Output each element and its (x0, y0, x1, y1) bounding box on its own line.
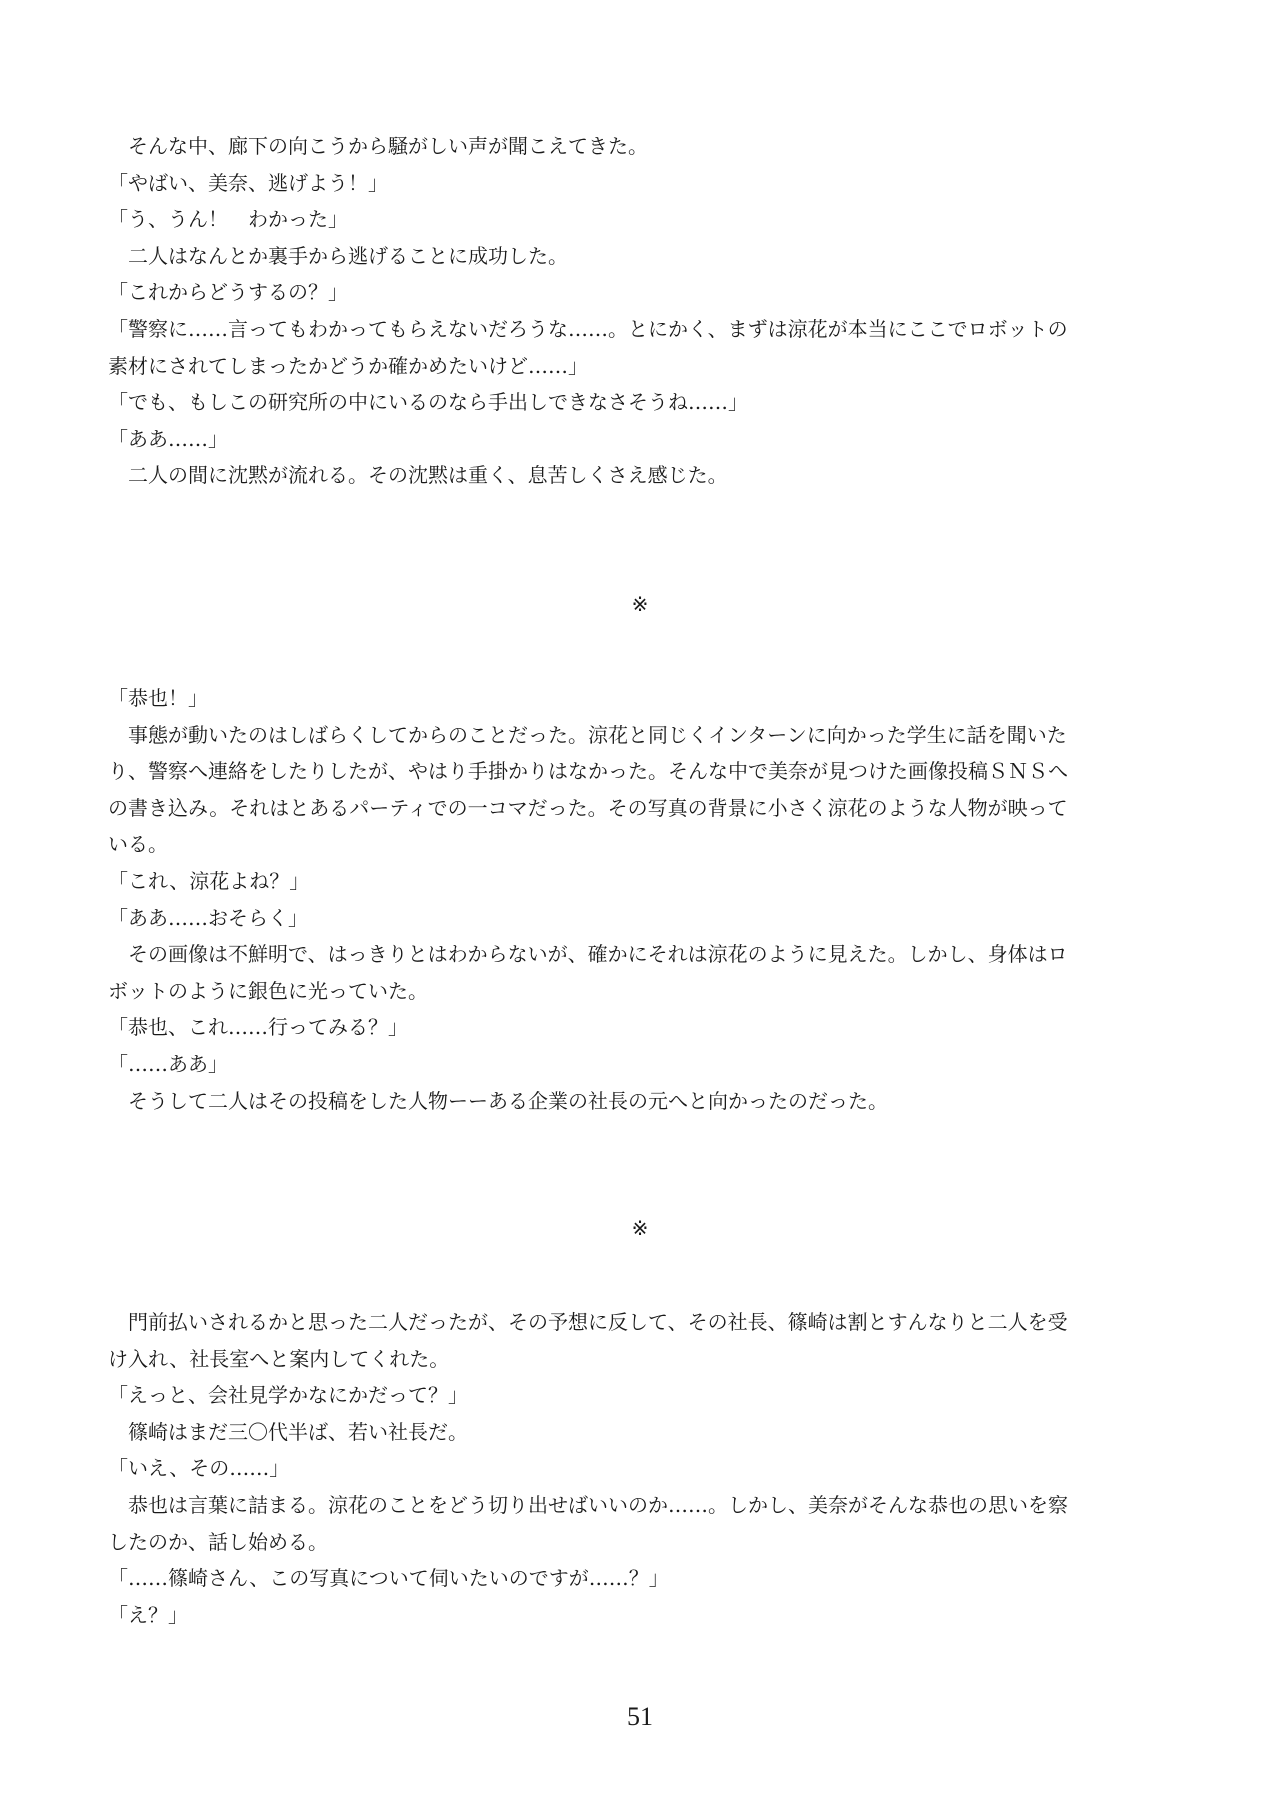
text-line: 篠崎はまだ三〇代半ば、若い社長だ。 (108, 1419, 468, 1444)
text-line: いる。 (108, 832, 168, 857)
text-line: 「恭也、これ……行ってみる？」 (108, 1015, 408, 1040)
text-line: 「……篠崎さん、この写真について伺いたいのですが……？」 (108, 1566, 669, 1591)
text-section-2 (108, 680, 1188, 1119)
text-line: その画像は不鮮明で、はっきりとはわからないが、確かにそれは涼花のように見えた。しかし、身体はロ (108, 942, 1068, 967)
text-section-1 (108, 128, 1188, 494)
text-line: け入れ、社長室へと案内してくれた。 (108, 1346, 450, 1371)
text-line: ボットのように銀色に光っていた。 (108, 978, 428, 1003)
text-line: 二人の間に沈黙が流れる。その沈黙は重く、息苦しくさえ感じた。 (108, 463, 728, 488)
text-line: 恭也は言葉に詰まる。涼花のことをどう切り出せばいいのか……。しかし、美奈がそんな恭也の思いを察 (108, 1492, 1068, 1517)
text-line: 門前払いされるかと思った二人だったが、その予想に反して、その社長、篠崎は割とすんなりと二人を受 (108, 1310, 1068, 1334)
page-number: 51 (627, 1702, 653, 1731)
text-line: り、警察へ連絡をしたりしたが、やはり手掛かりはなかった。そんな中で美奈が見つけた画像投稿ＳＮＳへ (108, 759, 1068, 784)
text-line: 「う、うん！ わかった」 (108, 207, 348, 232)
text-line: 「え？」 (108, 1602, 188, 1627)
text-line: 「やばい、美奈、逃げよう！」 (108, 170, 388, 195)
text-line: 「えっと、会社見学かなにかだって？」 (108, 1383, 468, 1408)
text-line: 事態が動いたのはしばらくしてからのことだった。涼花と同じくインターンに向かった学生に話を聞いた (108, 722, 1067, 747)
text-line: そんな中、廊下の向こうから騒がしい声が聞こえてきた。 (108, 134, 648, 158)
section-separator: ※ (631, 1216, 649, 1240)
text-line: 素材にされてしまったかどうか確かめたいけど……」 (108, 353, 588, 378)
text-line: 「でも、もしこの研究所の中にいるのなら手出しできなさそうね……」 (108, 390, 748, 415)
text-line: したのか、話し始める。 (108, 1529, 328, 1554)
text-section-3 (108, 1304, 1188, 1633)
text-line: 「これ、涼花よね？」 (108, 868, 310, 893)
text-line: 二人はなんとか裏手から逃げることに成功した。 (108, 243, 568, 268)
text-line: 「ああ……おそらく」 (108, 905, 308, 930)
section-separator: ※ (631, 592, 649, 616)
text-line: 「警察に……言ってもわかってもらえないだろうな……。とにかく、まずは涼花が本当にここでロボットの (108, 316, 1068, 341)
text-line: 「これからどうするの？」 (108, 280, 348, 305)
text-line: の書き込み。それはとあるパーティでの一コマだった。その写真の背景に小さく涼花のような人物が映って (108, 795, 1068, 820)
text-line: 「……ああ」 (108, 1051, 228, 1076)
text-line: 「いえ、その……」 (108, 1456, 290, 1481)
text-line: 「恭也！」 (108, 686, 208, 710)
text-line: 「ああ……」 (108, 426, 228, 451)
text-line: そうして二人はその投稿をした人物ーーある企業の社長の元へと向かったのだった。 (108, 1088, 888, 1113)
